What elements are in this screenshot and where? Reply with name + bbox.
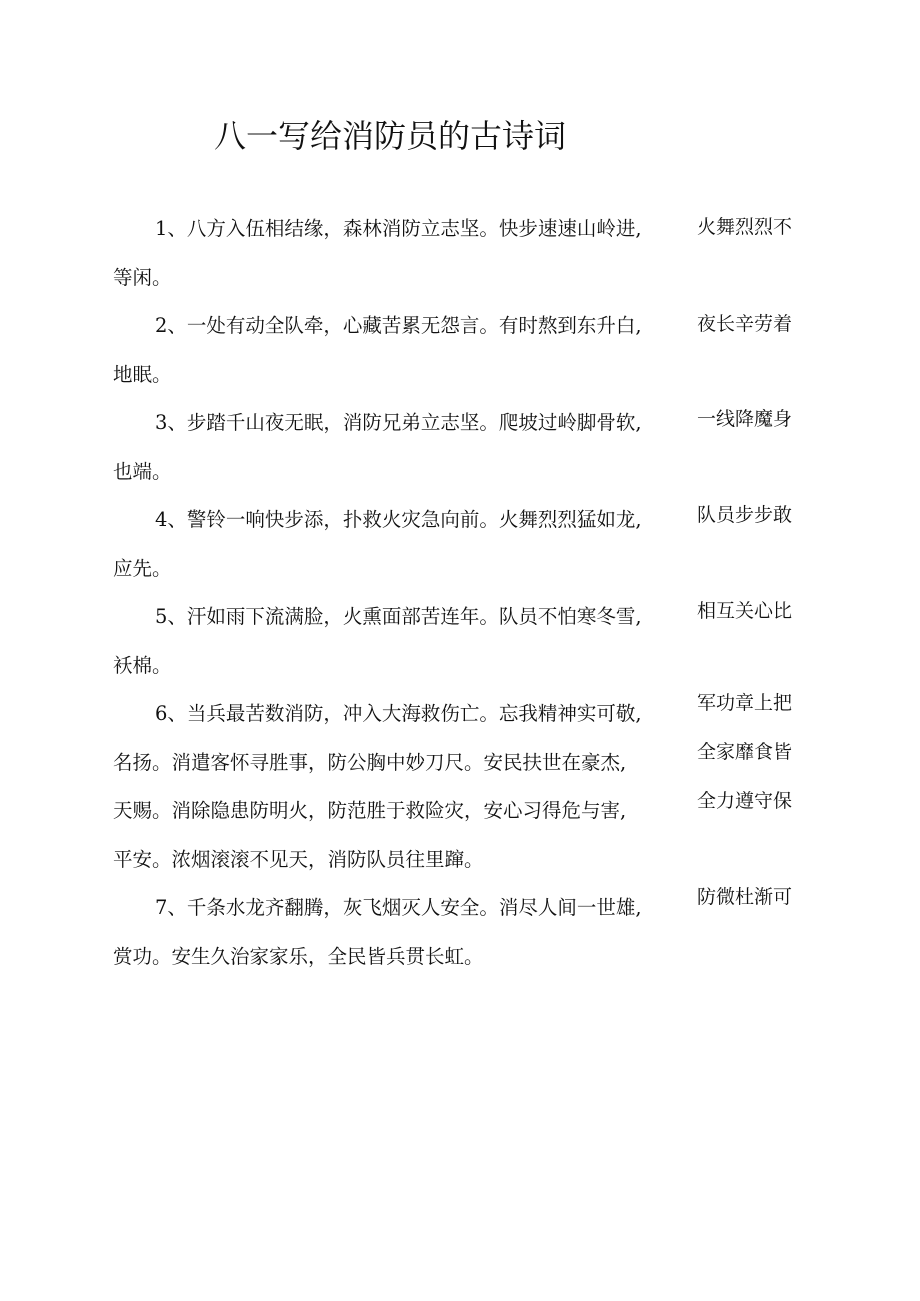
poem-line-2a: 2、一处有动全队牵，心藏苦累无怨言。有时熬到东升白, — [155, 314, 642, 337]
poem-line-6a-tail: 军功章上把 — [697, 692, 793, 714]
poem-line-7a: 7、千条水龙齐翻腾，灰飞烟灭人安全。消尽人间一世雄, — [155, 896, 642, 919]
poem-line-4a-tail: 队员步步敢 — [697, 504, 793, 526]
poem-line-6a: 6、当兵最苦数消防，冲入大海救伤亡。忘我精神实可敬, — [155, 702, 642, 725]
poem-line-1a-tail: 火舞烈烈不 — [697, 216, 793, 238]
poem-line-6b: 名扬。消遣客怀寻胜事，防公胸中妙刀尺。安民扶世在豪杰, — [113, 751, 627, 774]
poem-line-4b: 应先。 — [113, 557, 172, 580]
poem-line-1a: 1、八方入伍相结缘，森林消防立志坚。快步速速山岭进, — [155, 217, 642, 240]
poem-line-4a: 4、警铃一响快步添，扑救火灾急向前。火舞烈烈猛如龙, — [155, 508, 642, 531]
poem-line-6c-tail: 全力遵守保 — [697, 790, 793, 812]
poem-line-2a-tail: 夜长辛劳着 — [697, 313, 793, 335]
poem-line-7b: 赏功。安生久治家家乐，全民皆兵贯长虹。 — [113, 945, 484, 968]
poem-line-6d: 平安。浓烟滚滚不见天，消防队员往里蹿。 — [113, 848, 484, 871]
poem-line-6b-tail: 全家靡食皆 — [697, 741, 793, 763]
poem-line-7a-tail: 防微杜渐可 — [697, 886, 793, 908]
poem-line-2b: 地眠。 — [113, 363, 172, 386]
poem-line-3a-tail: 一线降魔身 — [697, 408, 793, 430]
poem-line-5a: 5、汗如雨下流满脸，火熏面部苦连年。队员不怕寒冬雪, — [155, 605, 642, 628]
poem-line-3a: 3、步踏千山夜无眠，消防兄弟立志坚。爬坡过岭脚骨软, — [155, 411, 642, 434]
poem-line-5a-tail: 相互关心比 — [697, 600, 793, 622]
poem-line-3b: 也端。 — [113, 460, 172, 483]
poem-line-5b: 袄棉。 — [113, 654, 172, 677]
document-title: 八一写给消防员的古诗词 — [214, 117, 567, 155]
poem-line-6c: 天赐。消除隐患防明火，防范胜于救险灾，安心习得危与害, — [113, 799, 627, 822]
poem-line-1b: 等闲。 — [113, 266, 172, 289]
